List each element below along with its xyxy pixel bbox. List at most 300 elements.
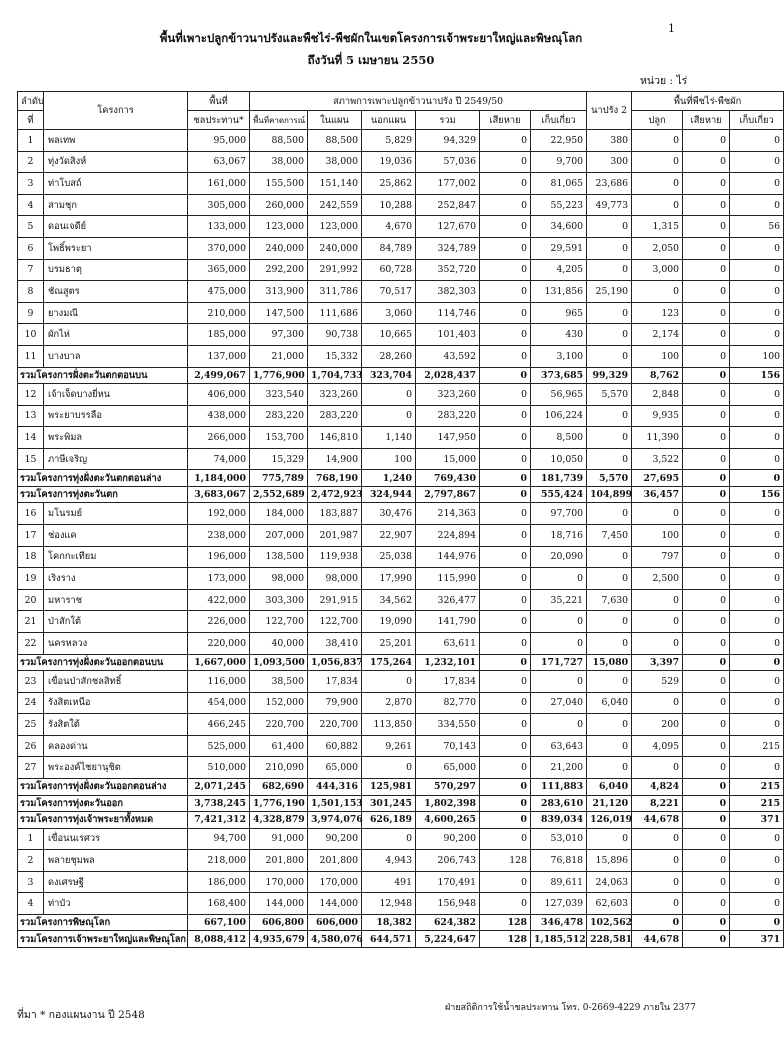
cell-fharvest: 0 xyxy=(730,427,784,449)
cell-inplan: 17,834 xyxy=(308,671,362,693)
cell-total: 170,491 xyxy=(416,871,480,893)
sum-harvest: 283,610 xyxy=(531,795,587,812)
cell-harvest: 34,600 xyxy=(531,216,587,238)
row-number: 27 xyxy=(18,757,44,779)
cell-rice2: 0 xyxy=(587,427,632,449)
cell-rice2: 0 xyxy=(587,632,632,654)
sum-damaged: 0 xyxy=(480,654,531,671)
cell-plant: 0 xyxy=(632,589,683,611)
row-number: 3 xyxy=(18,871,44,893)
cell-plant: 4,095 xyxy=(632,735,683,757)
cell-harvest: 20,090 xyxy=(531,546,587,568)
cell-plant: 2,050 xyxy=(632,237,683,259)
sum-outplan: 175,264 xyxy=(362,654,416,671)
cell-total: 65,000 xyxy=(416,757,480,779)
cell-total: 324,789 xyxy=(416,237,480,259)
cell-area: 220,000 xyxy=(188,632,250,654)
table-row xyxy=(18,427,784,449)
cell-fdamaged: 0 xyxy=(683,173,730,195)
cell-inplan: 90,738 xyxy=(308,324,362,346)
cell-plant: 0 xyxy=(632,130,683,152)
sum-fdamaged: 0 xyxy=(683,486,730,503)
cell-inplan: 14,900 xyxy=(308,448,362,470)
sum-outplan: 301,245 xyxy=(362,795,416,812)
cell-fharvest: 0 xyxy=(730,324,784,346)
sum-total: 1,232,101 xyxy=(416,654,480,671)
cell-inplan: 60,882 xyxy=(308,735,362,757)
sum-fdamaged: 0 xyxy=(683,931,730,948)
sum-area: 1,667,000 xyxy=(188,654,250,671)
cell-area: 196,000 xyxy=(188,546,250,568)
row-number: 6 xyxy=(18,237,44,259)
sum-inplan: 1,704,733 xyxy=(308,367,362,384)
row-number: 25 xyxy=(18,714,44,736)
cell-damaged: 0 xyxy=(480,632,531,654)
cell-plant: 0 xyxy=(632,850,683,872)
cell-forecast: 21,000 xyxy=(250,345,308,367)
cell-inplan: 201,800 xyxy=(308,850,362,872)
summary-label: รวมโครงการทุ่งฝั่งตะวันออกตอนล่าง xyxy=(18,779,188,796)
sum-forecast: 682,690 xyxy=(250,779,308,796)
project-name: ผักไห่ xyxy=(44,324,188,346)
cell-fharvest: 0 xyxy=(730,237,784,259)
header-area-sub: ชลประทาน* xyxy=(188,111,250,130)
cell-outplan: 28,260 xyxy=(362,345,416,367)
cell-harvest: 76,818 xyxy=(531,850,587,872)
cell-rice2: 24,063 xyxy=(587,871,632,893)
cell-forecast: 170,000 xyxy=(250,871,308,893)
sum-inplan: 444,316 xyxy=(308,779,362,796)
sum-damaged: 0 xyxy=(480,812,531,829)
header-no-sub: ที่ xyxy=(18,111,44,130)
cell-inplan: 38,410 xyxy=(308,632,362,654)
cell-inplan: 151,140 xyxy=(308,173,362,195)
cell-fdamaged: 0 xyxy=(683,405,730,427)
cell-forecast: 184,000 xyxy=(250,503,308,525)
cell-area: 365,000 xyxy=(188,259,250,281)
cell-damaged: 0 xyxy=(480,546,531,568)
sum-outplan: 323,704 xyxy=(362,367,416,384)
project-name: พระองค์ไชยานุชิต xyxy=(44,757,188,779)
cell-forecast: 283,220 xyxy=(250,405,308,427)
row-number: 26 xyxy=(18,735,44,757)
sum-fharvest: 0 xyxy=(730,470,784,487)
cell-damaged: 0 xyxy=(480,568,531,590)
sum-fharvest: 0 xyxy=(730,914,784,931)
table-row xyxy=(18,345,784,367)
project-name: สามชุก xyxy=(44,194,188,216)
cell-harvest: 56,965 xyxy=(531,384,587,406)
cell-inplan: 90,200 xyxy=(308,828,362,850)
sum-damaged: 128 xyxy=(480,931,531,948)
project-name: ทุ่งวัดสิงห์ xyxy=(44,151,188,173)
table-row xyxy=(18,216,784,238)
cell-damaged: 0 xyxy=(480,194,531,216)
summary-row xyxy=(18,367,784,384)
sum-rice2: 6,040 xyxy=(587,779,632,796)
cell-damaged: 0 xyxy=(480,828,531,850)
cell-fdamaged: 0 xyxy=(683,850,730,872)
cell-total: 334,550 xyxy=(416,714,480,736)
cell-fharvest: 0 xyxy=(730,194,784,216)
cell-outplan: 4,943 xyxy=(362,850,416,872)
sum-total: 2,028,437 xyxy=(416,367,480,384)
cell-fdamaged: 0 xyxy=(683,671,730,693)
summary-label: รวมโครงการทุ่งฝั่งตะวันตกตอนล่าง xyxy=(18,470,188,487)
row-number: 10 xyxy=(18,324,44,346)
cell-rice2: 0 xyxy=(587,345,632,367)
cell-inplan: 122,700 xyxy=(308,611,362,633)
cell-forecast: 260,000 xyxy=(250,194,308,216)
project-name: เจ้าเจ็ดบางยี่หน xyxy=(44,384,188,406)
cell-total: 94,329 xyxy=(416,130,480,152)
cell-forecast: 98,000 xyxy=(250,568,308,590)
row-number: 15 xyxy=(18,448,44,470)
cell-fharvest: 0 xyxy=(730,302,784,324)
project-name: ท่าโบสถ์ xyxy=(44,173,188,195)
cell-plant: 1,315 xyxy=(632,216,683,238)
cell-outplan: 9,261 xyxy=(362,735,416,757)
cell-total: 326,477 xyxy=(416,589,480,611)
table-row xyxy=(18,324,784,346)
cell-outplan: 0 xyxy=(362,757,416,779)
table-row xyxy=(18,757,784,779)
sum-forecast: 2,552,689 xyxy=(250,486,308,503)
cell-rice2: 0 xyxy=(587,611,632,633)
cell-plant: 2,500 xyxy=(632,568,683,590)
sum-forecast: 1,776,190 xyxy=(250,795,308,812)
cell-harvest: 10,050 xyxy=(531,448,587,470)
project-name: ยางมณี xyxy=(44,302,188,324)
sum-fdamaged: 0 xyxy=(683,654,730,671)
cell-fharvest: 0 xyxy=(730,893,784,915)
project-name: มโนรมย์ xyxy=(44,503,188,525)
row-number: 3 xyxy=(18,173,44,195)
summary-row xyxy=(18,914,784,931)
project-name: พลายชุมพล xyxy=(44,850,188,872)
table-row xyxy=(18,671,784,693)
header-rice2: นาปรัง 2 xyxy=(587,92,632,130)
summary-row xyxy=(18,931,784,948)
sum-inplan: 4,580,076 xyxy=(308,931,362,948)
sum-harvest: 181,739 xyxy=(531,470,587,487)
cell-rice2: 0 xyxy=(587,714,632,736)
sum-damaged: 128 xyxy=(480,914,531,931)
sum-forecast: 1,093,500 xyxy=(250,654,308,671)
sum-harvest: 111,883 xyxy=(531,779,587,796)
cell-damaged: 0 xyxy=(480,259,531,281)
project-name: ดอนเจดีย์ xyxy=(44,216,188,238)
cell-fdamaged: 0 xyxy=(683,281,730,303)
cell-fdamaged: 0 xyxy=(683,194,730,216)
row-number: 4 xyxy=(18,194,44,216)
cell-fdamaged: 0 xyxy=(683,714,730,736)
cell-outplan: 100 xyxy=(362,448,416,470)
cell-plant: 100 xyxy=(632,525,683,547)
cell-total: 224,894 xyxy=(416,525,480,547)
project-name: เขื่อนนเรศวร xyxy=(44,828,188,850)
cell-plant: 0 xyxy=(632,173,683,195)
cell-inplan: 323,260 xyxy=(308,384,362,406)
cell-total: 352,720 xyxy=(416,259,480,281)
cell-fharvest: 0 xyxy=(730,671,784,693)
sum-fdamaged: 0 xyxy=(683,914,730,931)
table-row xyxy=(18,130,784,152)
cell-forecast: 61,400 xyxy=(250,735,308,757)
table-row xyxy=(18,714,784,736)
row-number: 8 xyxy=(18,281,44,303)
cell-plant: 3,522 xyxy=(632,448,683,470)
cell-rice2: 15,896 xyxy=(587,850,632,872)
cell-harvest: 0 xyxy=(531,671,587,693)
sum-inplan: 606,000 xyxy=(308,914,362,931)
cell-plant: 0 xyxy=(632,632,683,654)
cell-inplan: 242,559 xyxy=(308,194,362,216)
unit-label: หน่วย : ไร่ xyxy=(640,75,688,87)
summary-row xyxy=(18,812,784,829)
summary-row xyxy=(18,795,784,812)
table-row xyxy=(18,589,784,611)
cell-outplan: 19,090 xyxy=(362,611,416,633)
cell-fharvest: 0 xyxy=(730,871,784,893)
cell-rice2: 0 xyxy=(587,448,632,470)
sum-harvest: 839,034 xyxy=(531,812,587,829)
cell-forecast: 220,700 xyxy=(250,714,308,736)
cell-fdamaged: 0 xyxy=(683,130,730,152)
cell-outplan: 10,665 xyxy=(362,324,416,346)
header-no: ลำดับ xyxy=(18,92,44,111)
cell-harvest: 81,065 xyxy=(531,173,587,195)
table-row xyxy=(18,173,784,195)
cell-damaged: 0 xyxy=(480,173,531,195)
cell-total: 17,834 xyxy=(416,671,480,693)
cell-fdamaged: 0 xyxy=(683,384,730,406)
cell-inplan: 291,992 xyxy=(308,259,362,281)
sum-plant: 4,824 xyxy=(632,779,683,796)
sum-harvest: 1,185,512 xyxy=(531,931,587,948)
cell-rice2: 0 xyxy=(587,302,632,324)
sum-fharvest: 371 xyxy=(730,931,784,948)
cell-damaged: 0 xyxy=(480,871,531,893)
sum-inplan: 768,190 xyxy=(308,470,362,487)
cell-fdamaged: 0 xyxy=(683,757,730,779)
cell-fdamaged: 0 xyxy=(683,692,730,714)
cell-harvest: 8,500 xyxy=(531,427,587,449)
sum-rice2: 99,329 xyxy=(587,367,632,384)
cell-total: 214,363 xyxy=(416,503,480,525)
row-number: 18 xyxy=(18,546,44,568)
cell-harvest: 55,223 xyxy=(531,194,587,216)
table-row xyxy=(18,259,784,281)
document-title: พื้นที่เพาะปลูกข้าวนาปรังและพืชไร่-พืชผักในเขตโครงการเจ้าพระยาใหญ่และพิษณุโลก xyxy=(159,31,583,45)
header-field-group: พื้นที่พืชไร่-พืชผัก xyxy=(632,92,784,111)
table-row xyxy=(18,568,784,590)
row-number: 19 xyxy=(18,568,44,590)
cell-area: 466,245 xyxy=(188,714,250,736)
cell-rice2: 380 xyxy=(587,130,632,152)
project-name: ท่าบัว xyxy=(44,893,188,915)
cell-fdamaged: 0 xyxy=(683,345,730,367)
cell-damaged: 0 xyxy=(480,757,531,779)
cell-fharvest: 0 xyxy=(730,692,784,714)
cell-fharvest: 0 xyxy=(730,448,784,470)
cell-inplan: 220,700 xyxy=(308,714,362,736)
cell-total: 147,950 xyxy=(416,427,480,449)
cell-fdamaged: 0 xyxy=(683,871,730,893)
cell-rice2: 0 xyxy=(587,757,632,779)
cell-inplan: 201,987 xyxy=(308,525,362,547)
project-name: พระพิมล xyxy=(44,427,188,449)
cell-rice2: 0 xyxy=(587,546,632,568)
cell-plant: 0 xyxy=(632,828,683,850)
cell-outplan: 0 xyxy=(362,671,416,693)
sum-harvest: 171,727 xyxy=(531,654,587,671)
cell-damaged: 0 xyxy=(480,893,531,915)
project-name: พระยาบรรลือ xyxy=(44,405,188,427)
cell-area: 74,000 xyxy=(188,448,250,470)
cell-inplan: 15,332 xyxy=(308,345,362,367)
summary-label: รวมโครงการพิษณุโลก xyxy=(18,914,188,931)
table-row xyxy=(18,735,784,757)
cell-area: 454,000 xyxy=(188,692,250,714)
cell-inplan: 144,000 xyxy=(308,893,362,915)
cell-area: 210,000 xyxy=(188,302,250,324)
table-row xyxy=(18,151,784,173)
cell-harvest: 29,591 xyxy=(531,237,587,259)
cell-forecast: 123,000 xyxy=(250,216,308,238)
sum-inplan: 3,974,076 xyxy=(308,812,362,829)
row-number: 22 xyxy=(18,632,44,654)
cell-plant: 529 xyxy=(632,671,683,693)
cell-forecast: 240,000 xyxy=(250,237,308,259)
sum-area: 7,421,312 xyxy=(188,812,250,829)
cell-outplan: 4,670 xyxy=(362,216,416,238)
cell-area: 305,000 xyxy=(188,194,250,216)
project-name: คลองด่าน xyxy=(44,735,188,757)
project-name: ภาษีเจริญ xyxy=(44,448,188,470)
cell-outplan: 2,870 xyxy=(362,692,416,714)
sum-harvest: 373,685 xyxy=(531,367,587,384)
cell-area: 137,000 xyxy=(188,345,250,367)
cell-plant: 200 xyxy=(632,714,683,736)
sum-total: 2,797,867 xyxy=(416,486,480,503)
project-name: บรมธาตุ xyxy=(44,259,188,281)
header-damaged: เสียหาย xyxy=(480,111,531,130)
cell-outplan: 25,201 xyxy=(362,632,416,654)
cell-total: 127,670 xyxy=(416,216,480,238)
cell-fdamaged: 0 xyxy=(683,427,730,449)
project-name: พลเทพ xyxy=(44,130,188,152)
cell-fharvest: 0 xyxy=(730,259,784,281)
cell-area: 186,000 xyxy=(188,871,250,893)
sum-rice2: 102,562 xyxy=(587,914,632,931)
cell-outplan: 25,038 xyxy=(362,546,416,568)
table-row xyxy=(18,546,784,568)
cell-fdamaged: 0 xyxy=(683,893,730,915)
cell-harvest: 430 xyxy=(531,324,587,346)
sum-area: 667,100 xyxy=(188,914,250,931)
cell-fdamaged: 0 xyxy=(683,448,730,470)
sum-total: 570,297 xyxy=(416,779,480,796)
cell-damaged: 0 xyxy=(480,503,531,525)
sum-area: 3,683,067 xyxy=(188,486,250,503)
cell-outplan: 34,562 xyxy=(362,589,416,611)
cell-plant: 0 xyxy=(632,893,683,915)
cell-total: 283,220 xyxy=(416,405,480,427)
cell-forecast: 38,500 xyxy=(250,671,308,693)
cell-inplan: 123,000 xyxy=(308,216,362,238)
cell-forecast: 155,500 xyxy=(250,173,308,195)
cell-damaged: 0 xyxy=(480,735,531,757)
cell-forecast: 147,500 xyxy=(250,302,308,324)
cell-area: 116,000 xyxy=(188,671,250,693)
cell-plant: 9,935 xyxy=(632,405,683,427)
cell-damaged: 128 xyxy=(480,850,531,872)
project-name: รังสิตใต้ xyxy=(44,714,188,736)
cell-harvest: 0 xyxy=(531,568,587,590)
sum-damaged: 0 xyxy=(480,795,531,812)
cell-damaged: 0 xyxy=(480,384,531,406)
cell-rice2: 0 xyxy=(587,324,632,346)
table-row xyxy=(18,828,784,850)
sum-plant: 27,695 xyxy=(632,470,683,487)
cell-inplan: 183,887 xyxy=(308,503,362,525)
summary-label: รวมโครงการเจ้าพระยาใหญ่และพิษณุโลก xyxy=(18,931,188,948)
cell-area: 185,000 xyxy=(188,324,250,346)
sum-total: 624,382 xyxy=(416,914,480,931)
row-number: 2 xyxy=(18,850,44,872)
sum-outplan: 644,571 xyxy=(362,931,416,948)
cell-outplan: 0 xyxy=(362,828,416,850)
cell-plant: 0 xyxy=(632,151,683,173)
cell-rice2: 0 xyxy=(587,828,632,850)
cell-fharvest: 0 xyxy=(730,589,784,611)
cell-area: 94,700 xyxy=(188,828,250,850)
cell-forecast: 88,500 xyxy=(250,130,308,152)
cell-total: 43,592 xyxy=(416,345,480,367)
cell-rice2: 6,040 xyxy=(587,692,632,714)
header-outplan: นอกแผน xyxy=(362,111,416,130)
cell-rice2: 7,630 xyxy=(587,589,632,611)
row-number: 21 xyxy=(18,611,44,633)
cell-fdamaged: 0 xyxy=(683,735,730,757)
cell-plant: 0 xyxy=(632,503,683,525)
cell-forecast: 210,090 xyxy=(250,757,308,779)
cell-fharvest: 0 xyxy=(730,151,784,173)
sum-outplan: 324,944 xyxy=(362,486,416,503)
sum-fdamaged: 0 xyxy=(683,812,730,829)
sum-area: 8,088,412 xyxy=(188,931,250,948)
table-row xyxy=(18,194,784,216)
cell-harvest: 18,716 xyxy=(531,525,587,547)
cell-harvest: 127,039 xyxy=(531,893,587,915)
table-row xyxy=(18,871,784,893)
cell-fharvest: 0 xyxy=(730,384,784,406)
cell-inplan: 79,900 xyxy=(308,692,362,714)
footer-contact: ฝ่ายสถิติการใช้น้ำชลประทาน โทร. 0-2669-4229 ภายใน 2377 xyxy=(445,1003,696,1013)
cell-damaged: 0 xyxy=(480,324,531,346)
sum-area: 2,499,067 xyxy=(188,367,250,384)
cell-total: 82,770 xyxy=(416,692,480,714)
cell-fharvest: 0 xyxy=(730,611,784,633)
cell-fdamaged: 0 xyxy=(683,216,730,238)
project-name: มหาราช xyxy=(44,589,188,611)
cell-outplan: 70,517 xyxy=(362,281,416,303)
project-name: โพธิ์พระยา xyxy=(44,237,188,259)
cell-damaged: 0 xyxy=(480,692,531,714)
cell-plant: 123 xyxy=(632,302,683,324)
sum-fdamaged: 0 xyxy=(683,779,730,796)
